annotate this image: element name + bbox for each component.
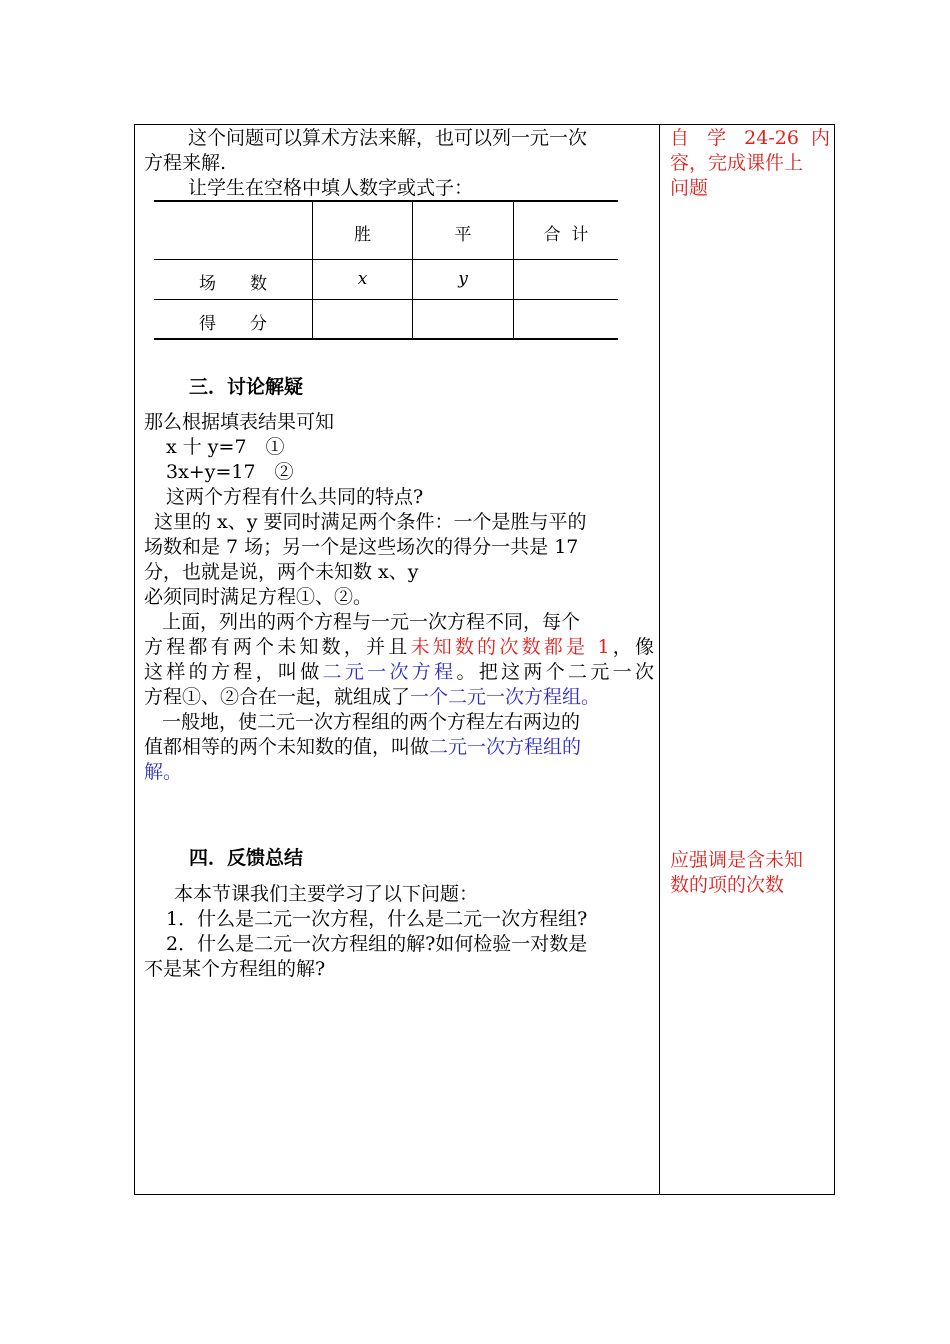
equation-2: 3x+y=17 ② [166, 461, 294, 483]
table-bottom-rule [154, 338, 618, 340]
side-note-emphasis [670, 848, 830, 898]
definition-line-1: 上面，列出的两个方程与一元一次方程不同，每个 [162, 611, 581, 633]
summary-intro: 本本节课我们主要学习了以下问题： [174, 883, 479, 905]
table-rule [154, 259, 618, 260]
term-linear-equation: 二元一次方程 [322, 661, 457, 683]
summary-question-2-line-1: 2．什么是二元一次方程组的解?如何检验一对数是 [166, 933, 588, 955]
definition-line-2 [144, 635, 654, 660]
explain-line-3: 分，也就是说，两个未知数 x、y [144, 561, 419, 583]
table-rule [154, 299, 618, 300]
equation-1: x 十 y=7 ① [166, 436, 285, 458]
fill-instruction: 让学生在空格中填人数字或式子： [188, 177, 474, 199]
definition-text: 方程都有两个未知数，并且 [144, 636, 411, 658]
solution-line-1: 一般地，使二元一次方程组的两个方程左右两边的 [162, 711, 581, 733]
degree-emphasis: 未知数的次数都是 1 [410, 636, 610, 658]
explain-line-4: 必须同时满足方程①、②。 [144, 586, 373, 608]
header-total: 合 计 [543, 225, 589, 245]
definition-text: 这样的方程，叫做 [144, 661, 323, 683]
column-divider [659, 124, 660, 1195]
row-label-games: 场 数 [199, 274, 267, 294]
side-note-1-line-1: 自 学 24-26 内 [670, 127, 830, 149]
intro-line-2: 方程来解. [144, 152, 227, 174]
side-note-1-line-2: 容，完成课件上 [670, 152, 804, 174]
row-label-points: 得 分 [199, 314, 267, 334]
side-note-2-line-1: 应强调是含未知 [670, 849, 804, 871]
definition-text: 方程①、②合在一起，就组成了 [144, 686, 411, 708]
cell-games-win: x [357, 269, 368, 289]
table-top-rule [154, 200, 618, 202]
definition-text: ，像 [609, 636, 654, 658]
solution-line-2 [144, 735, 654, 760]
deduce-line: 那么根据填表结果可知 [144, 411, 335, 433]
term-system-solution: 二元一次方程组的 [429, 736, 582, 758]
explain-line-2: 场数和是 7 场；另一个是这些场次的得分一共是 17 [144, 536, 579, 558]
definition-line-4 [144, 685, 654, 710]
definition-line-3 [144, 660, 654, 685]
side-note-self-study [670, 126, 830, 201]
fill-in-table [154, 200, 618, 340]
intro-paragraph [144, 126, 654, 201]
feature-question: 这两个方程有什么共同的特点? [166, 486, 424, 508]
header-win: 胜 [354, 225, 371, 245]
section-4-title: 四．反馈总结 [189, 847, 304, 869]
section-3-title: 三．讨论解疑 [189, 376, 304, 398]
cell-games-draw: y [458, 269, 468, 289]
solution-text: 值都相等的两个未知数的值，叫做 [144, 736, 430, 758]
summary-question-1: 1．什么是二元一次方程，什么是二元一次方程组? [166, 908, 588, 930]
solution-line-3: 解。 [144, 761, 183, 783]
intro-line-1: 这个问题可以算术方法来解，也可以列一元一次 [188, 127, 588, 149]
header-draw: 平 [454, 225, 472, 245]
side-note-2-line-2: 数的项的次数 [670, 874, 785, 896]
discussion-block [144, 410, 654, 785]
explain-line-1: 这里的 x、y 要同时满足两个条件：一个是胜与平的 [154, 511, 587, 533]
side-note-1-line-3: 问题 [670, 177, 709, 199]
summary-block [144, 882, 654, 982]
term-equation-system: 一个二元一次方程组。 [410, 686, 601, 708]
summary-question-2-line-2: 不是某个方程组的解? [144, 958, 326, 980]
definition-text: 。把这两个二元一次 [456, 661, 654, 683]
